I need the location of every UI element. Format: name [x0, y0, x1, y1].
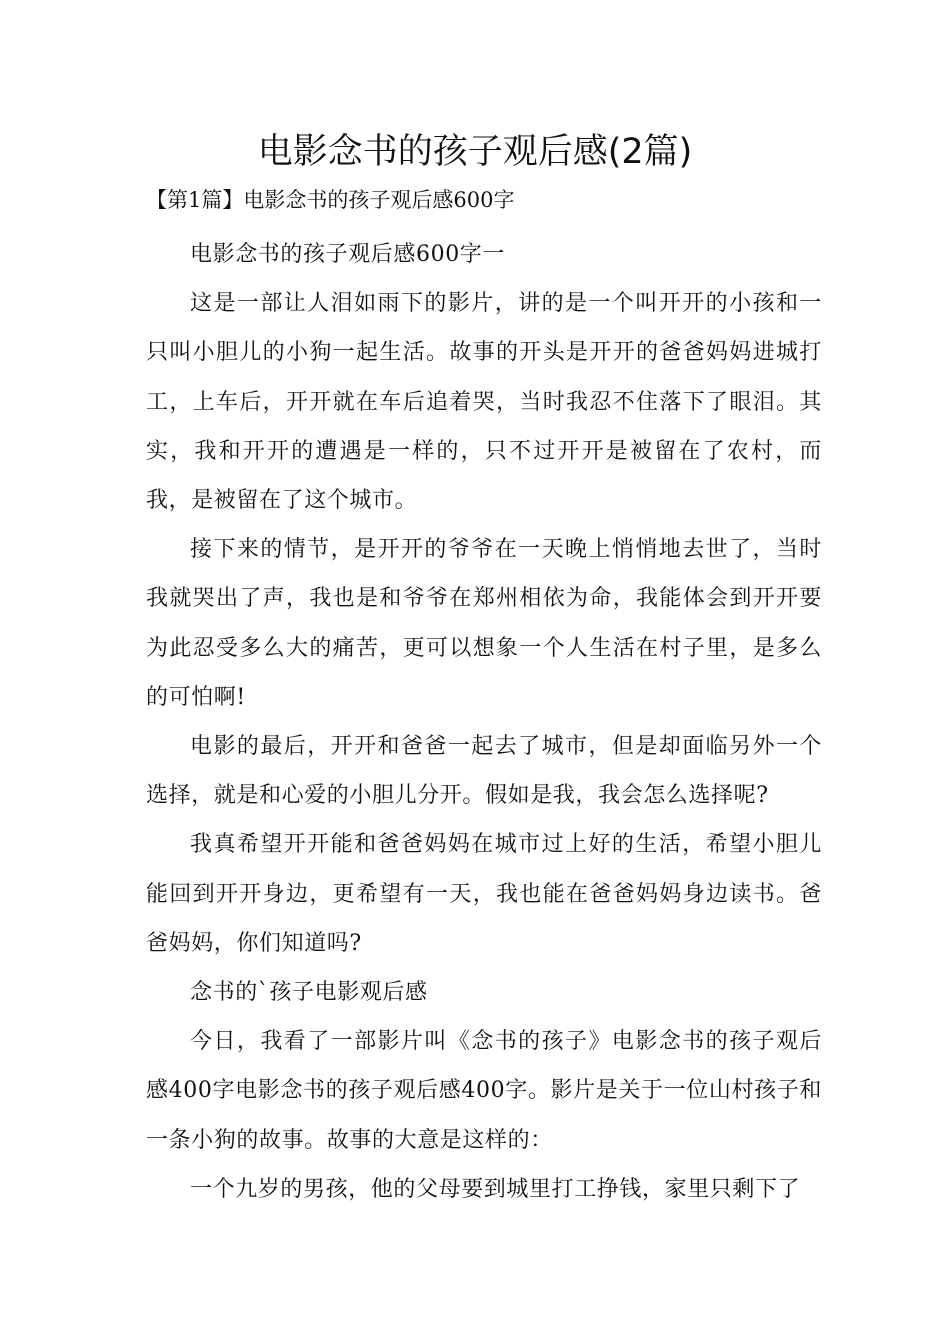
paragraph: 这是一部让人泪如雨下的影片，讲的是一个叫开开的小孩和一只叫小胆儿的小狗一起生活。故事的开头是开开的爸爸妈妈进城打工，上车后，开开就在车后追着哭，当时我忍不住落下了眼泪。其实，我和开开的遭遇是一样的，只不过开开是被留在了农村，而我，是被留在了这个城市。	[146, 291, 822, 514]
document-body	[146, 230, 822, 1214]
document-title: 电影念书的孩子观后感(2篇)	[257, 132, 693, 172]
paragraph: 电影念书的孩子观后感600字一	[190, 242, 505, 267]
paragraph: 接下来的情节，是开开的爷爷在一天晚上悄悄地去世了，当时我就哭出了声，我也是和爷爷在郑州相依为命，我能体会到开开要为此忍受多么大的痛苦，更可以想象一个人生活在村子里，是多么的可怕啊!	[146, 537, 822, 710]
paragraph: 念书的`孩子电影观后感	[190, 980, 428, 1006]
paragraph: 一个九岁的男孩，他的父母要到城里打工挣钱，家里只剩下了	[190, 1176, 801, 1202]
paragraph: 今日，我看了一部影片叫《念书的孩子》电影念书的孩子观后感400字电影念书的孩子观后感400字。影片是关于一位山村孩子和一条小狗的故事。故事的大意是这样的：	[146, 1029, 822, 1153]
paragraph: 电影的最后，开开和爸爸一起去了城市，但是却面临另外一个选择，就是和心爱的小胆儿分开。假如是我，我会怎么选择呢?	[146, 734, 822, 809]
paragraph: 我真希望开开能和爸爸妈妈在城市过上好的生活，希望小胆儿能回到开开身边，更希望有一天，我也能在爸爸妈妈身边读书。爸爸妈妈，你们知道吗?	[146, 832, 822, 956]
section-heading: 【第1篇】电影念书的孩子观后感600字	[146, 188, 515, 212]
